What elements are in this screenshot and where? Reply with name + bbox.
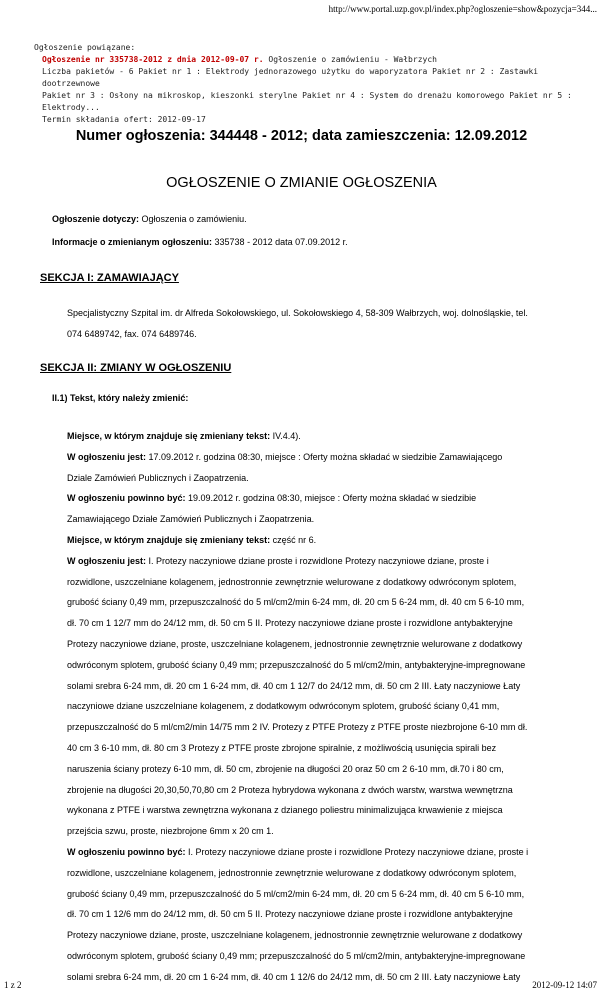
section-2-line: [67, 863, 567, 884]
info-dotyczy-value: Ogłoszenia o zamówieniu.: [139, 214, 247, 224]
section-2-line: [67, 592, 567, 613]
section-2-line-text: rozwidlone, uszczelniane kolagenem, jednostronnie zewnętrznie welurowane z dodatkowy odwróconym splotem,: [67, 867, 517, 878]
related-heading: Ogłoszenie powiązane:: [34, 43, 136, 52]
section-2-line-text: odwróconym splotem, grubość ściany 0,49 mm; przepuszczalność do 5 ml/cm2/min, antybakteryjne-impregnowane: [67, 659, 526, 670]
section-2-line-text: odwróconym splotem, grubość ściany 0,49 mm; przepuszczalność do 5 ml/cm2/min, antybakteryjne-impregnowane: [67, 950, 526, 961]
section-2-line-text: solami srebra 6-24 mm, dł. 20 cm 1 6-24 mm, dł. 40 cm 1 12/7 do 24/12 mm, dł. 50 cm 2 III. Łaty naczyniowe Łaty: [67, 680, 521, 691]
info-zmienianym-value: 335738 - 2012 data 07.09.2012 r.: [212, 237, 348, 247]
section-2-line-text: naczyniowe dziane uszczelniane kolagenem, z dodatkowym odwróconym splotem, grubość ściany 0,41 mm,: [67, 701, 500, 712]
section-2-line: [67, 551, 567, 572]
section-2-line: [67, 509, 567, 530]
section-1-line: 074 6489742, fax. 074 6489746.: [67, 328, 197, 339]
section-2-line-text: przejścia szwu, proste, niezbrojone 6mm x 20 cm 1.: [67, 826, 274, 837]
section-2-heading: SEKCJA II: ZMIANY W OGŁOSZENIU: [40, 362, 232, 374]
section-2-line: [67, 676, 567, 697]
section-2-line: [67, 780, 567, 801]
related-deadline: Termin składania ofert: 2012-09-17: [42, 115, 206, 124]
section-2-line-text: 17.09.2012 r. godzina 08:30, miejsce : Oferty można składać w siedzibie Zamawiającego: [146, 451, 503, 462]
section-2-line-text: przepuszczalność do 5 ml/cm2/min 14/75 mm 2 IV. Protezy z PTFE Protezy z PTFE proste niezbrojone 6-10 mm dł.: [67, 722, 528, 733]
section-1-heading: SEKCJA I: ZAMAWIAJĄCY: [40, 272, 179, 284]
section-2-line: [67, 821, 567, 842]
section-2-line: [67, 530, 567, 551]
print-datetime: 2012-09-12 14:07: [532, 980, 597, 990]
section-2-line: [67, 655, 567, 676]
related-line: Liczba pakietów - 6 Pakiet nr 1 : Elektrody jednorazowego użytku do waporyzatora Pakiet nr 2 : Zastawki dootrzewnowe: [42, 67, 539, 88]
section-2-subheading: II.1) Tekst, który należy zmienić:: [52, 393, 189, 403]
page-subtitle: OGŁOSZENIE O ZMIANIE OGŁOSZENIA: [166, 175, 437, 191]
section-2-body: [67, 426, 567, 988]
section-2-line-text: grubość ściany 0,49 mm, przepuszczalność do 5 ml/cm2/min 6-24 mm, dł. 20 cm 5 6-24 mm, dł. 40 cm 5 6-10 mm,: [67, 888, 525, 899]
section-2-line-text: Protezy naczyniowe dziane, proste, uszczelniane kolagenem, jednostronnie zewnętrznie welurowane z dodatkowy: [67, 930, 523, 941]
section-2-line-text: zbrojenie na długości 20,30,50,70,80 cm 2 Proteza hybrydowa wykonana z dwóch warstw, warstwa wewnętrzna: [67, 784, 513, 795]
section-2-line-text: część nr 6.: [270, 534, 317, 545]
section-2-line: [67, 634, 567, 655]
section-2-line-text: 40 cm 3 6-10 mm, dł. 80 cm 3 Protezy z PTFE proste zbrojone spiralnie, z możliwością usunięcia spirali bez: [67, 742, 497, 753]
section-2-line: [67, 738, 567, 759]
related-notice: [34, 42, 574, 126]
section-2-line: [67, 717, 567, 738]
info-zmienianym: [52, 237, 348, 247]
section-2-line: [67, 904, 567, 925]
section-2-line-label: W ogłoszeniu jest:: [67, 555, 147, 566]
section-2-line: [67, 696, 567, 717]
section-2-line-text: I. Protezy naczyniowe dziane proste i rozwidlone Protezy naczyniowe dziane, proste i: [185, 846, 529, 857]
page-title: Numer ogłoszenia: 344448 - 2012; data zamieszczenia: 12.09.2012: [75, 128, 528, 144]
related-link-line: [34, 54, 574, 66]
section-2-line-text: solami srebra 6-24 mm, dł. 20 cm 1 6-24 mm, dł. 40 cm 1 12/6 do 24/12 mm, dł. 50 cm 2 III. Łaty naczyniowe Łaty: [67, 971, 521, 982]
section-2-line-label: W ogłoszeniu powinno być:: [67, 846, 186, 857]
section-2-line-text: naruszenia ściany protezy 6-10 mm, dł. 50 cm, zbrojenie na długości 20 oraz 50 cm 2 6-10 mm, dł.70 i 80 cm,: [67, 763, 504, 774]
section-2-line-text: 19.09.2012 r. godzina 08:30, miejsce : Oferty można składać w siedzibie: [185, 493, 477, 504]
section-2-line-text: IV.4.4).: [270, 431, 301, 441]
section-2-line: [67, 447, 567, 468]
section-2-line: [67, 946, 567, 967]
section-2-line-text: Zamawiającego Działe Zamówień Publicznych i Zaopatrzenia.: [67, 514, 315, 525]
section-2-line: [67, 759, 567, 780]
section-2-line: [67, 613, 567, 634]
section-2-line-text: dł. 70 cm 1 12/7 mm do 24/12 mm, dł. 50 cm 5 II. Protezy naczyniowe dziane proste i rozwidlone antybakteryjne: [67, 618, 513, 629]
section-2-line-text: Dziale Zamówień Publicznych i Zaopatrzenia.: [67, 472, 249, 483]
page-url: http://www.portal.uzp.gov.pl/index.php?ogloszenie=show&pozycja=344...: [328, 4, 597, 14]
section-2-line: [67, 925, 567, 946]
info-dotyczy-label: Ogłoszenie dotyczy:: [52, 214, 140, 224]
section-2-line-label: W ogłoszeniu powinno być:: [67, 493, 186, 504]
section-2-line: [67, 468, 567, 489]
related-line: Pakiet nr 3 : Osłony na mikroskop, kieszonki sterylne Pakiet nr 4 : System do drenażu komorowego Pakiet nr 5 :: [42, 91, 572, 100]
section-2-line: [67, 426, 567, 447]
section-2-line: [67, 842, 567, 863]
section-2-line: [67, 967, 567, 988]
section-2-line-text: grubość ściany 0,49 mm, przepuszczalność do 5 ml/cm2/min 6-24 mm, dł. 20 cm 5 6-24 mm, dł. 40 cm 5 6-10 mm,: [67, 597, 525, 608]
section-2-line-label: W ogłoszeniu jest:: [67, 451, 147, 462]
section-2-line: [67, 884, 567, 905]
section-2-line-text: Protezy naczyniowe dziane, proste, uszczelniane kolagenem, jednostronnie zewnętrznie welurowane z dodatkowy: [67, 638, 523, 649]
section-2-line-text: wykonana z PTFE i warstwa zewnętrzna wykonana z dzianego poliestru minimalizująca krwawienie z miejsca: [67, 805, 503, 816]
section-2-line-text: I. Protezy naczyniowe dziane proste i rozwidlone Protezy naczyniowe dziane, proste i: [146, 555, 489, 566]
section-2-line-text: rozwidlone, uszczelniane kolagenem, jednostronnie zewnętrznie welurowane z dodatkowy odwróconym splotem,: [67, 576, 517, 587]
section-2-line: [67, 488, 567, 509]
section-2-line-label: Miejsce, w którym znajduje się zmieniany tekst:: [67, 431, 271, 441]
info-dotyczy: [52, 214, 247, 224]
section-2-line: [67, 572, 567, 593]
page-number: 1 z 2: [4, 980, 22, 990]
section-1-line: Specjalistyczny Szpital im. dr Alfreda Sokołowskiego, ul. Sokołowskiego 4, 58-309 Wałbrzych, woj. dolnośląskie, tel.: [67, 308, 528, 318]
related-link-tail: Ogłoszenie o zamówieniu - Wałbrzych: [263, 55, 437, 64]
section-1-text: [67, 303, 567, 345]
section-2-line: [67, 800, 567, 821]
section-2-line-label: Miejsce, w którym znajduje się zmieniany tekst:: [67, 534, 271, 545]
info-zmienianym-label: Informacje o zmienianym ogłoszeniu:: [52, 237, 213, 247]
related-line: Elektrody...: [42, 103, 100, 112]
related-notice-link[interactable]: Ogłoszenie nr 335738-2012 z dnia 2012-09-07 r.: [42, 55, 264, 64]
section-2-line-text: dł. 70 cm 1 12/6 mm do 24/12 mm, dł. 50 cm 5 II. Protezy naczyniowe dziane proste i rozwidlone antybakteryjne: [67, 909, 513, 920]
